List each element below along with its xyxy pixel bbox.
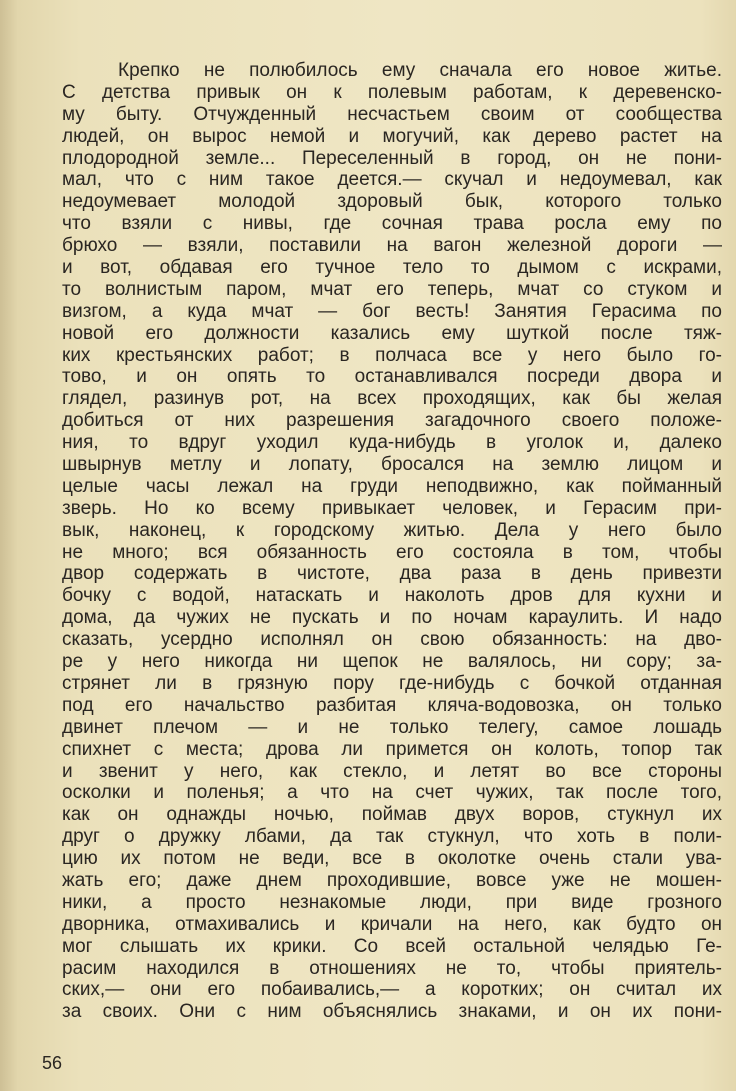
text-line: зверь. Но ко всему привыкает человек, и Герасим при- — [62, 497, 722, 519]
text-line: глядел, разинув рот, на всех проходящих, как бы желая — [62, 388, 722, 410]
text-line: не много; вся обязанность его состояла в том, чтобы — [62, 541, 722, 563]
text-line: ния, то вдруг уходил куда-нибудь в уголок и, далеко — [62, 432, 722, 454]
text-line: С детства привык он к полевым работам, к деревенско- — [62, 81, 722, 103]
text-line: плодородной земле... Переселенный в город, он не пони- — [62, 147, 722, 169]
text-line: мог слышать их крики. Со всей остальной челядью Ге- — [62, 935, 722, 957]
text-line: расим находился в отношениях не то, чтобы приятель- — [62, 957, 722, 979]
text-line: под его начальство разбитая кляча-водовозка, он только — [62, 694, 722, 716]
text-line: добиться от них разрешения загадочного своего положе- — [62, 410, 722, 432]
text-line: цию их потом не веди, все в околотке очень стали ува- — [62, 848, 722, 870]
text-line: за своих. Они с ним объяснялись знаками, и он их пони- — [62, 1001, 722, 1023]
text-line: Крепко не полюбилось ему сначала его новое житье. — [118, 60, 722, 81]
text-line: новой его должности казались ему шуткой после тяж- — [62, 322, 722, 344]
text-line: ре у него никогда ни щепок не валялось, ни сору; за- — [62, 651, 722, 673]
text-line: ских,— они его побаивались,— а коротких; он считал их — [62, 979, 722, 1001]
text-line: стрянет ли в грязную пору где-нибудь с бочкой отданная — [62, 672, 722, 694]
text-line: жать его; даже днем проходившие, вовсе уже не мошен- — [62, 869, 722, 891]
text-line: сказать, усердно исполнял он свою обязанность: на дво- — [62, 629, 722, 651]
page-number: 56 — [42, 1053, 63, 1073]
text-line: осколки и поленья; а что на счет чужих, так после того, — [62, 782, 722, 804]
text-line: дворника, отмахивались и кричали на него, как будто он — [62, 913, 722, 935]
text-line: спихнет с места; дрова ли примется он колоть, топор так — [62, 738, 722, 760]
text-line: мал, что с ним такое деется.— скучал и недоумевал, как — [62, 169, 722, 191]
text-line: ких крестьянских работ; в полчаса все у него было го- — [62, 344, 722, 366]
text-line: швырнув метлу и лопату, бросался на землю лицом и — [62, 454, 722, 476]
text-line: му быту. Отчужденный несчастьем своим от сообщества — [62, 103, 722, 125]
text-line: визгом, а куда мчат — бог весть! Занятия Герасима по — [62, 300, 722, 322]
text-line: бочку с водой, натаскать и наколоть дров для кухни и — [62, 585, 722, 607]
text-line: недоумевает молодой здоровый бык, которого только — [62, 191, 722, 213]
text-line: тово, и он опять то останавливался посреди двора и — [62, 366, 722, 388]
text-line: дома, да чужих не пускать и по ночам караулить. И надо — [62, 607, 722, 629]
text-line: двор содержать в чистоте, два раза в день привезти — [62, 563, 722, 585]
text-line: ники, а просто незнакомые люди, при виде грозного — [62, 891, 722, 913]
text-line: и звенит у него, как стекло, и летят во все стороны — [62, 760, 722, 782]
text-line: как он однажды ночью, поймав двух воров, стукнул их — [62, 804, 722, 826]
text-line: то волнистым паром, мчат его теперь, мчат со стуком и — [62, 278, 722, 300]
body-text — [62, 60, 722, 1023]
text-line: людей, он вырос немой и могучий, как дерево растет на — [62, 125, 722, 147]
text-line: двинет плечом — и не только телегу, самое лошадь — [62, 716, 722, 738]
text-line: вык, наконец, к городскому житью. Дела у него было — [62, 519, 722, 541]
text-line: целые часы лежал на груди неподвижно, как пойманный — [62, 475, 722, 497]
text-line: брюхо — взяли, поставили на вагон железной дороги — — [62, 235, 722, 257]
text-line: друг о дружку лбами, да так стукнул, что хоть в поли- — [62, 826, 722, 848]
text-line: и вот, обдавая его тучное тело то дымом с искрами, — [62, 257, 722, 279]
text-line: что взяли с нивы, где сочная трава росла ему по — [62, 213, 722, 235]
